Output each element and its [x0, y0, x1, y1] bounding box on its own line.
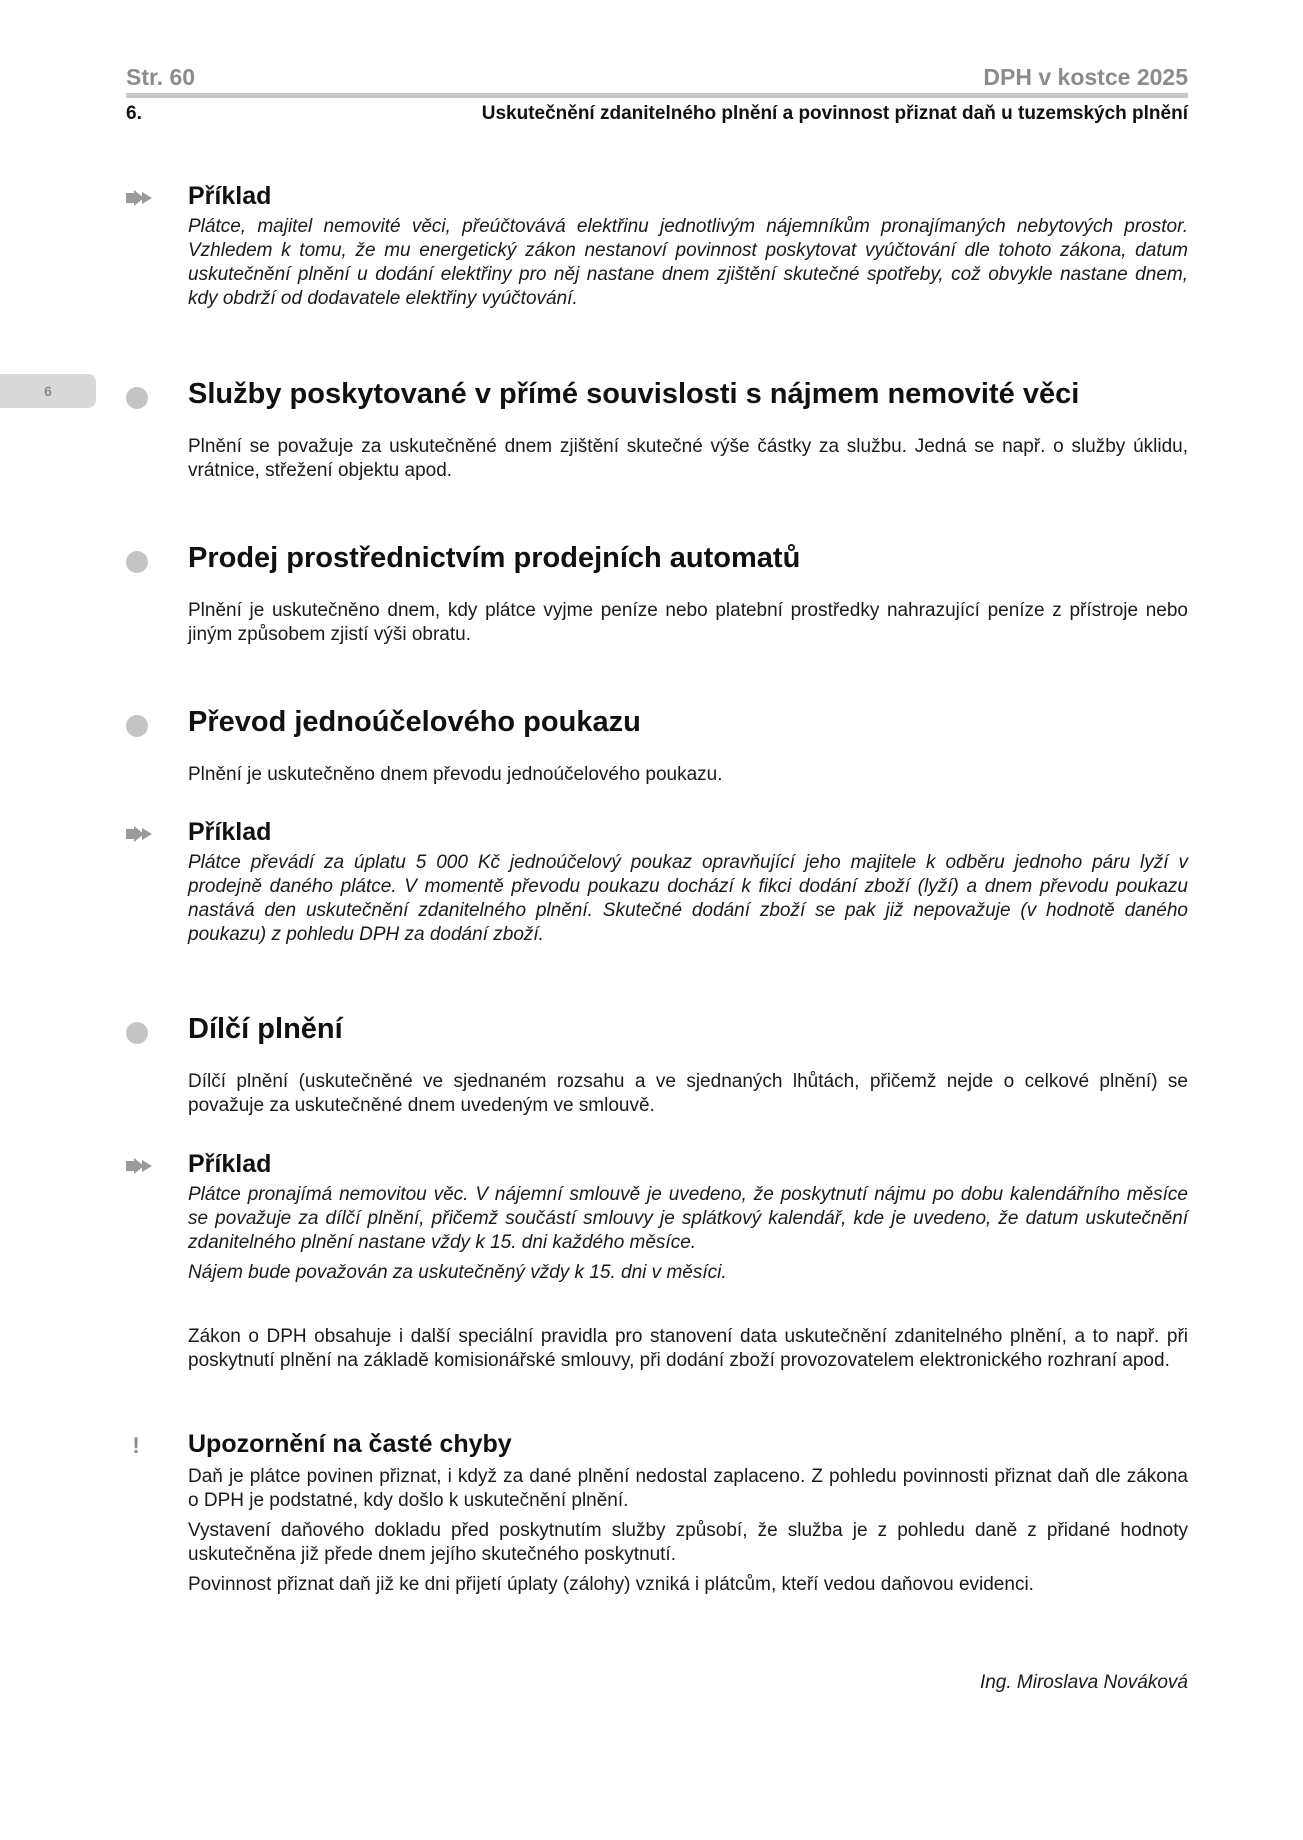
- bullet-icon: [126, 387, 148, 409]
- example-text: Plátce pronajímá nemovitou věc. V nájemní smlouvě je uvedeno, že poskytnutí nájmu po dobu kalendářního měsíce se považuje za dílčí plnění, přičemž součástí smlouvy je splátkový kalendář, kde je uvedeno, že datum uskutečnění zdanitelného plnění nastane vždy k 15. dni každého měsíce.: [188, 1184, 1188, 1253]
- chapter-number: 6.: [126, 103, 142, 124]
- page-header: [126, 64, 1188, 91]
- example-block-2: [188, 818, 1188, 947]
- warning-paragraph-2: Vystavení daňového dokladu před poskytnutím služby způsobí, že služba je z pohledu daně z přidané hodnoty uskutečněna již přede dnem jejího skutečného poskytnutí.: [188, 1520, 1188, 1565]
- warning-paragraph-1: Daň je plátce povinen přiznat, i když za dané plnění nedostal zaplaceno. Z pohledu povinnosti přiznat daň dle zákona o DPH je podstatné, kdy došlo k uskutečnění plnění.: [188, 1466, 1188, 1511]
- exclamation-icon: !: [132, 1433, 140, 1458]
- warning-block: [188, 1430, 1188, 1603]
- header-rule: [126, 93, 1188, 98]
- example-title: Příklad: [188, 182, 272, 210]
- chapter-header: [126, 103, 1188, 125]
- special-rules-paragraph: [188, 1325, 1188, 1373]
- page-number: Str. 60: [126, 64, 196, 90]
- warning-paragraph-3: Povinnost přiznat daň již ke dni přijetí úplaty (zálohy) vzniká i plátcům, kteří vedou daňovou evidenci.: [188, 1574, 1034, 1595]
- section-title: Převod jednoúčelového poukazu: [188, 706, 641, 738]
- example-arrow-icon: [126, 826, 154, 847]
- section-text: Dílčí plnění (uskutečněné ve sjednaném rozsahu a ve sjednaných lhůtách, přičemž nejde o celkové plnění) se považuje za uskutečněné dnem uvedeným ve smlouvě.: [188, 1071, 1188, 1116]
- example-title: Příklad: [188, 818, 272, 846]
- example-arrow-icon: [126, 1158, 154, 1179]
- bullet-icon: [126, 551, 148, 573]
- paragraph-text: Zákon o DPH obsahuje i další speciální pravidla pro stanovení data uskutečnění zdanitelného plnění, a to např. při poskytnutí plnění na základě komisionářské smlouvy, při dodání zboží provozovatelem elektronického rozhraní apod.: [188, 1326, 1188, 1371]
- chapter-side-tab: 6: [0, 374, 96, 408]
- example-text: Plátce, majitel nemovité věci, přeúčtovává elektřinu jednotlivým nájemníkům pronajímaných nebytových prostor. Vzhledem k tomu, že mu energetický zákon nestanoví povinnost poskytovat vyúčtování dle tohoto zákona, datum uskutečnění plnění u dodání elektřiny pro něj nastane dnem zjištění skutečné spotřeby, což obvykle nastane dnem, kdy obdrží od dodavatele elektřiny vyúčtování.: [188, 216, 1188, 309]
- bullet-icon: [126, 715, 148, 737]
- section-title: Služby poskytované v přímé souvislosti s nájmem nemovité věci: [188, 378, 1080, 410]
- section-title: Dílčí plnění: [188, 1013, 343, 1045]
- section-text: Plnění je uskutečněno dnem převodu jednoúčelového poukazu.: [188, 764, 723, 785]
- section-text: Plnění se považuje za uskutečněné dnem zjištění skutečné výše částky za službu. Jedná se např. o služby úklidu, vrátnice, střežení objektu apod.: [188, 436, 1188, 481]
- example-text-note: Nájem bude považován za uskutečněný vždy k 15. dni v měsíci.: [188, 1262, 727, 1283]
- example-block-3: [188, 1150, 1188, 1285]
- section-partial: [188, 1013, 1188, 1118]
- example-block-1: [188, 182, 1188, 311]
- author-signature: Ing. Miroslava Nováková: [979, 1672, 1188, 1693]
- example-title: Příklad: [188, 1150, 272, 1178]
- section-voucher: [188, 706, 1188, 787]
- chapter-title: Uskutečnění zdanitelného plnění a povinnost přiznat daň u tuzemských plnění: [481, 103, 1188, 124]
- warning-title: Upozornění na časté chyby: [188, 1430, 512, 1458]
- bullet-icon: [126, 1022, 148, 1044]
- section-services: [188, 378, 1188, 483]
- example-text: Plátce převádí za úplatu 5 000 Kč jednoúčelový poukaz opravňující jeho majitele k odběru jednoho páru lyží v prodejně daného plátce. V momentě převodu poukazu dochází k fikci dodání zboží (lyží) a dnem převodu poukazu nastává den uskutečnění zdanitelného plnění. Skutečné dodání zboží se pak již nepovažuje (v hodnotě daného poukazu) z pohledu DPH za dodání zboží.: [188, 852, 1188, 945]
- section-title: Prodej prostřednictvím prodejních automatů: [188, 542, 801, 574]
- example-arrow-icon: [126, 190, 154, 211]
- section-text: Plnění je uskutečněno dnem, kdy plátce vyjme peníze nebo platební prostředky nahrazující peníze z přístroje nebo jiným způsobem zjistí výši obratu.: [188, 600, 1188, 645]
- section-vending: [188, 542, 1188, 647]
- publication-title: DPH v kostce 2025: [983, 64, 1188, 90]
